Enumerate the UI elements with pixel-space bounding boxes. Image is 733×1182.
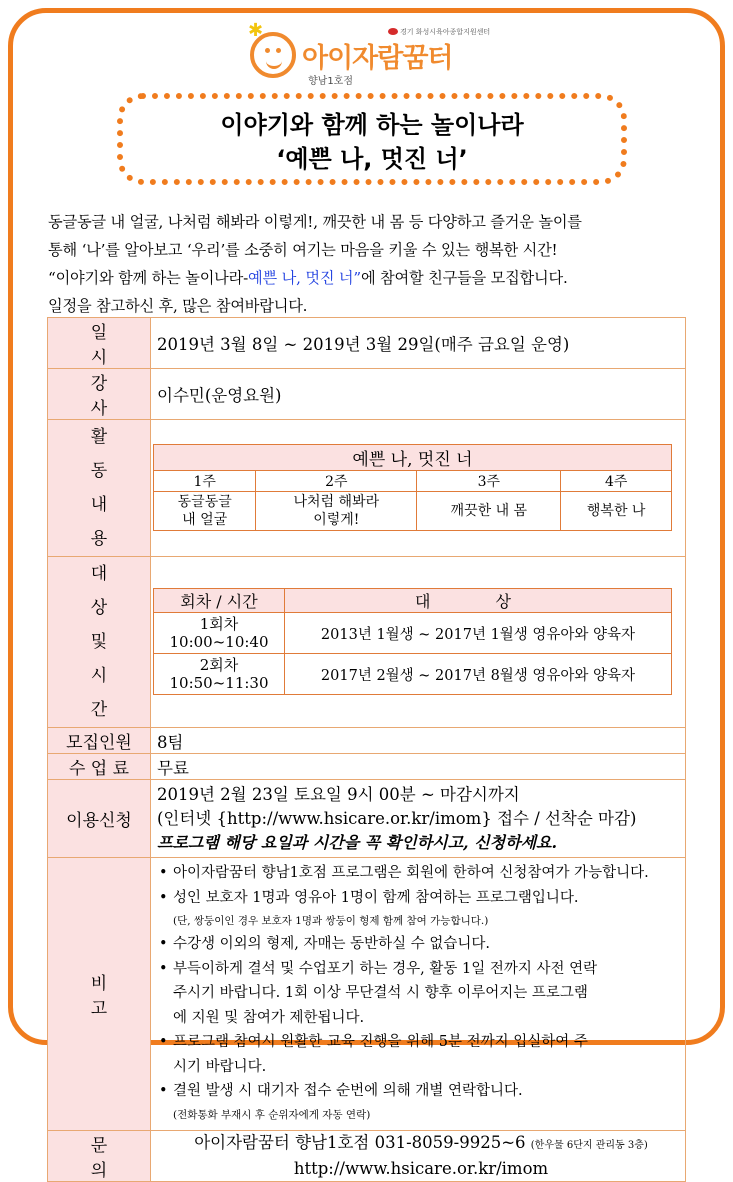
- remarks-list: [151, 858, 685, 1130]
- list-item: • 결원 발생 시 대기자 접수 순번에 의해 개별 연락합니다.: [159, 1079, 685, 1104]
- contact-phone: 아이자람꿈터 향남1호점 031-8059-9925~6 (한우물 6단지 관리동 3층): [194, 1133, 648, 1152]
- activity-item: 행복한 나: [561, 492, 672, 531]
- fee-value: 무료: [151, 754, 686, 780]
- list-item-sub: (단, 쌍둥이인 경우 보호자 1명과 쌍둥이 형제 함께 참여 가능합니다.): [173, 915, 489, 927]
- session-time: 2회차 10:50~11:30: [154, 654, 285, 695]
- info-table: [47, 317, 686, 1182]
- fee-label: 수 업 료: [48, 754, 151, 780]
- intro-line: 일정을 참고하신 후, 많은 참여바랍니다.: [48, 297, 308, 315]
- fee-row: [48, 754, 686, 780]
- contact-row: [48, 1130, 686, 1181]
- center-logo: [248, 20, 491, 87]
- highlight-title: 예쁜 나, 멋진 너”: [248, 269, 361, 287]
- time-header: 회차 / 시간: [154, 589, 285, 613]
- week-label: 1주: [154, 471, 256, 492]
- title-box: [117, 93, 627, 185]
- target-table: [153, 588, 672, 695]
- contact-cell: [151, 1130, 686, 1181]
- list-item: • 수강생 이외의 형제, 자매는 동반하실 수 없습니다.: [159, 932, 685, 957]
- activity-item: 나처럼 해봐라 이렇게!: [256, 492, 417, 531]
- program-title: 이야기와 함께 하는 놀이나라: [220, 111, 524, 139]
- contact-label: 문 의: [48, 1130, 151, 1181]
- intro-line: 동글동글 내 얼굴, 나처럼 해봐라 이렇게!, 깨끗한 내 몸 등 다양하고 즐거운 놀이를: [48, 213, 582, 231]
- remarks-label: 비 고: [48, 858, 151, 1131]
- program-subtitle: ‘예쁜 나, 멋진 너’: [276, 145, 468, 173]
- capacity-row: [48, 728, 686, 754]
- apply-note: 프로그램 해당 요일과 시간을 꼭 확인하시고, 신청하세요.: [157, 832, 558, 852]
- target-header: 대 상: [285, 589, 672, 613]
- target-cell: [151, 557, 686, 728]
- remarks-cell: [151, 858, 686, 1131]
- activity-row: [48, 420, 686, 557]
- logo-org: 경기 화성시육아종합지원센터: [388, 27, 490, 37]
- intro-text: [48, 208, 698, 320]
- apply-period: 2019년 2월 23일 토요일 9시 00분 ~ 마감시까지: [157, 784, 520, 804]
- target-label: 대 상 및 시 간: [48, 557, 151, 728]
- activity-cell: [151, 420, 686, 557]
- list-item-sub: (전화통화 부재시 후 순위자에게 자동 연락): [173, 1108, 371, 1121]
- org-emblem-icon: [388, 28, 398, 35]
- teacher-label: 강 사: [48, 369, 151, 420]
- activity-table: [153, 444, 672, 531]
- teacher-row: [48, 369, 686, 420]
- apply-label: 이용신청: [48, 780, 151, 858]
- schedule-value: 2019년 3월 8일 ~ 2019년 3월 29일(매주 금요일 운영): [151, 318, 686, 369]
- target-row: [48, 557, 686, 728]
- list-item: • 성인 보호자 1명과 영유아 1명이 함께 참여하는 프로그램입니다.: [159, 886, 685, 911]
- logo-name: 아이자람꿈터: [302, 43, 453, 74]
- contact-address: (한우물 6단지 관리동 3층): [530, 1140, 648, 1151]
- activity-label: 활 동 내 용: [48, 420, 151, 557]
- apply-method: (인터넷 {http://www.hsicare.or.kr/imom} 접수 / 선착순 마감): [157, 808, 637, 828]
- apply-cell: [151, 780, 686, 858]
- capacity-label: 모집인원: [48, 728, 151, 754]
- week-label: 4주: [561, 471, 672, 492]
- remarks-row: [48, 858, 686, 1131]
- star-icon: ✱: [248, 20, 264, 41]
- week-label: 3주: [417, 471, 561, 492]
- activity-item: 동글동글 내 얼굴: [154, 492, 256, 531]
- intro-line: 통해 ‘나’를 알아보고 ‘우리’를 소중히 여기는 마음을 키울 수 있는 행복한 시간!: [48, 241, 558, 259]
- capacity-value: 8팀: [151, 728, 686, 754]
- week-label: 2주: [256, 471, 417, 492]
- contact-url[interactable]: http://www.hsicare.or.kr/imom: [293, 1159, 549, 1178]
- logo-branch: 향남1호점: [308, 76, 354, 87]
- activity-title: 예쁜 나, 멋진 너: [154, 445, 672, 471]
- list-item: • 아이자람꿈터 향남1호점 프로그램은 회원에 한하여 신청참여가 가능합니다.: [159, 861, 685, 886]
- session-time: 1회차 10:00~10:40: [154, 613, 285, 654]
- schedule-label: 일 시: [48, 318, 151, 369]
- schedule-row: [48, 318, 686, 369]
- list-item: • 프로그램 참여시 원활한 교육 진행을 위해 5분 전까지 입실하여 주 시기 바랍니다.: [159, 1030, 685, 1079]
- session-target: 2013년 1월생 ~ 2017년 1월생 영유아와 양육자: [285, 613, 672, 654]
- teacher-value: 이수민(운영요원): [151, 369, 686, 420]
- list-item: • 부득이하게 결석 및 수업포기 하는 경우, 활동 1일 전까지 사전 연락 주시기 바랍니다. 1회 이상 무단결석 시 향후 이루어지는 프로그램 에 지원 및 참여가 제한됩니다.: [159, 957, 685, 1031]
- apply-row: [48, 780, 686, 858]
- smiley-face-icon: [250, 32, 296, 78]
- session-target: 2017년 2월생 ~ 2017년 8월생 영유아와 양육자: [285, 654, 672, 695]
- intro-line: “이야기와 함께 하는 놀이나라-예쁜 나, 멋진 너”에 참여할 친구들을 모집합니다.: [48, 269, 568, 287]
- activity-item: 깨끗한 내 몸: [417, 492, 561, 531]
